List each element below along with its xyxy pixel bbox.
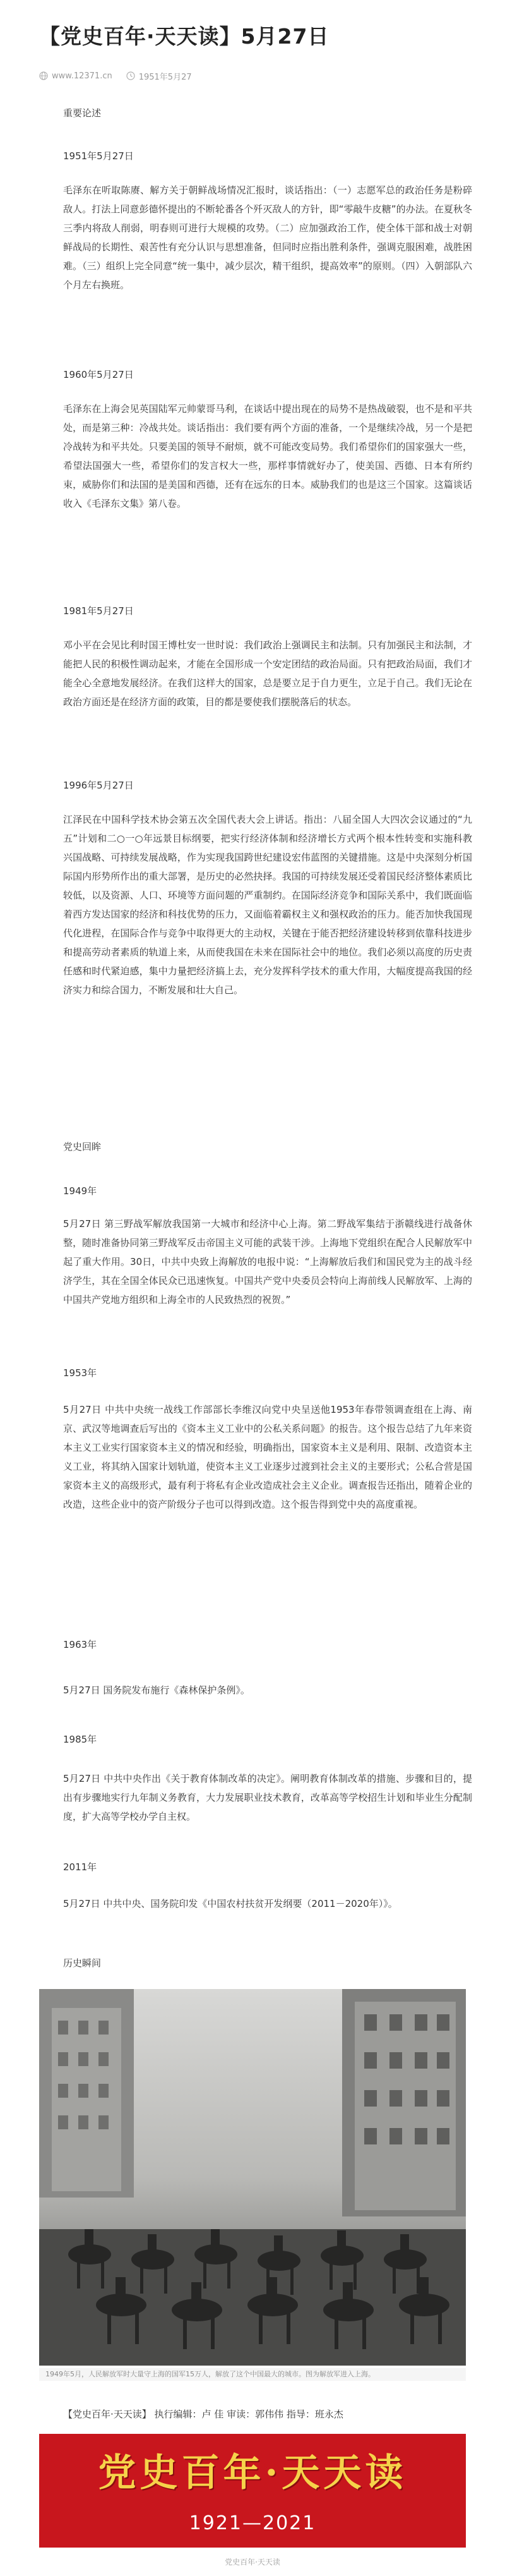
banner-years: 1921—2021: [189, 2512, 316, 2534]
history-paragraph: 5月27日 中共中央统一战线工作部部长李维汉向党中央呈送他1953年春带领调查组在上海、南京、武汉等地调查后写出的《资本主义工业中的公私关系问题》的报告。这个报告总结了九年来资本主义工业实行国家资本主义的情况和经验，明确指出，国家资本主义是利用、限制、改造资本主义工业，将其纳入国家计划轨道，使资本主义工业逐步过渡到社会主义的主要形式；公私合营是国家资本主义的高级形式，最有利于将私有企业改造成社会主义企业。调查报告还指出，随着企业的改造，这些企业中的资产阶级分子也可以得到改造。这个报告得到党中央的高度重视。: [63, 1404, 472, 1510]
publish-date: 1951年5月27: [138, 72, 192, 82]
source-link[interactable]: www.12371.cn: [52, 71, 112, 81]
history-year: 1963年: [63, 1639, 97, 1650]
entry-paragraph: 邓小平在会见比利时国王博杜安一世时说：我们政治上强调民主和法制。只有加强民主和法制，才能把人民的积极性调动起来，才能在全国形成一个安定团结的政治局面。只有把政治局面，我们才能全心全意地发展经济。在我们这样大的国家，总是要立足于自力更生，立足于自己。我们无论在政治方面还是在经济方面的政策，目的都是要使我们摆脱落后的状态。: [63, 639, 472, 708]
entry-year: 1960年5月27日: [63, 369, 134, 380]
credits-line: 【党史百年·天天读】 执行编辑：卢 佳 审读：郭伟伟 指导：班永杰: [63, 2409, 343, 2420]
series-banner: [39, 2434, 466, 2548]
entry-paragraph: 毛泽东在听取陈赓、解方关于朝鲜战场情况汇报时，谈话指出：（一）志愿军总的政治任务是粉碎敌人。打法上同意彭德怀提出的不断轮番各个歼灭敌人的方针，即“零敲牛皮糖”的办法。在夏秋冬三季内将敌人削弱，明春则可进行大规模的攻势。（二）应加强政治工作，使全体干部和战士对朝鲜战局的长期性、艰苦性有充分认识与思想准备，但同时应指出胜利条件，强调克服困难，战胜困难。（三）组织上完全同意“统一集中，减少层次，精干组织，提高效率”的原则。（四）入朝部队六个月左右换班。: [63, 184, 472, 291]
history-year: 2011年: [63, 1861, 97, 1873]
history-year: 1985年: [63, 1734, 97, 1745]
entry-paragraph: 江泽民在中国科学技术协会第五次全国代表大会上讲话。指出：八届全国人大四次会议通过的“九五”计划和二○一○年远景目标纲要，把实行经济体制和经济增长方式两个根本性转变和实施科教兴国战略、可持续发展战略，作为实现我国跨世纪建设宏伟蓝图的关键措施。这是中央深刻分析国际国内形势所作出的重大部署，是历史的必然抉择。我国的可持续发展还受着国民经济整体素质比较低，以及资源、人口、环境等方面问题的严重制约。在国际经济竞争和国际关系中，我们既面临着西方发达国家的经济和科技优势的压力，又面临着霸权主义和强权政治的压力。能否加快我国现代化进程，在国际合作与竞争中取得更大的主动权，关键在于能否把经济建设转移到依靠科技进步和提高劳动者素质的轨道上来，从而使我国在未来在国际社会中的地位。我们必须以高度的历史责任感和时代紧迫感，集中力量把经济搞上去，充分发挥科学技术的重大作用，大幅度提高我国的经济实力和综合国力，不断发展和壮大自己。: [63, 814, 472, 996]
footer-label: 党史百年·天天读: [225, 2558, 280, 2567]
entry-year: 1951年5月27日: [63, 150, 134, 162]
photo-heading: 历史瞬间: [63, 1957, 102, 1969]
history-paragraph: 5月27日 中共中央作出《关于教育体制改革的决定》。阐明教育体制改革的措施、步骤和目的，提出有步骤地实行九年制义务教育，大力发展职业技术教育，改革高等学校招生计划和毕业生分配制度，扩大高等学校办学自主权。: [63, 1773, 472, 1822]
entry-paragraph: 毛泽东在上海会见英国陆军元帅蒙哥马利，在谈话中提出现在的局势不是热战破裂，也不是和平共处，而是第三种：冷战共处。谈话指出：我们要有两个方面的准备，一个是继续冷战，另一个是把冷战转为和平共处。只要美国的领导不耐烦，就不可能改变局势。我们希望你们的国家强大一些，希望法国强大一些，希望你们的发言权大一些，那样事情就好办了，使美国、西德、日本有所约束，威胁你们和法国的是美国和西德，还有在远东的日本。威胁我们的也是这三个国家。这篇谈话收入《毛泽东文集》第八卷。: [63, 403, 472, 509]
historical-photo: [39, 1989, 466, 2366]
article-header: [0, 0, 505, 82]
section-heading: 重要论述: [63, 107, 102, 119]
page-title: 【党史百年·天天读】5月27日: [39, 24, 330, 49]
history-heading: 党史回眸: [63, 1141, 102, 1152]
history-year: 1953年: [63, 1367, 97, 1379]
entry-year: 1996年5月27日: [63, 780, 134, 791]
banner-title: 党史百年·天天读: [98, 2451, 407, 2495]
photo-caption: 1949年5月，人民解放军时大量守上海的国军15万人，解放了这个中国最大的城市。图为解放军进入上海。: [39, 2368, 466, 2381]
history-paragraph: 5月27日 第三野战军解放我国第一大城市和经济中心上海。第二野战军集结于浙赣线进行战备休整，随时准备协同第三野战军反击帝国主义可能的武装干涉。上海地下党组织在配合人民解放军中起了重大作用。30日，中共中央致上海解放的电报中说：“上海解放后我们和国民党为主的战斗经济学生，其在全国全体民众已迅速恢复。中国共产党中央委员会特向上海前线人民解放军、上海的中国共产党地方组织和上海全市的人民致热烈的祝贺。”: [63, 1218, 472, 1305]
clock-icon: [126, 71, 135, 80]
entry-year: 1981年5月27日: [63, 605, 134, 617]
history-year: 1949年: [63, 1185, 97, 1197]
globe-icon: [39, 71, 48, 80]
history-paragraph: 5月27日 国务院发布施行《森林保护条例》。: [63, 1684, 250, 1696]
article-meta: [39, 70, 466, 82]
history-paragraph: 5月27日 中共中央、国务院印发《中国农村扶贫开发纲要（2011－2020年）》。: [63, 1898, 398, 1909]
